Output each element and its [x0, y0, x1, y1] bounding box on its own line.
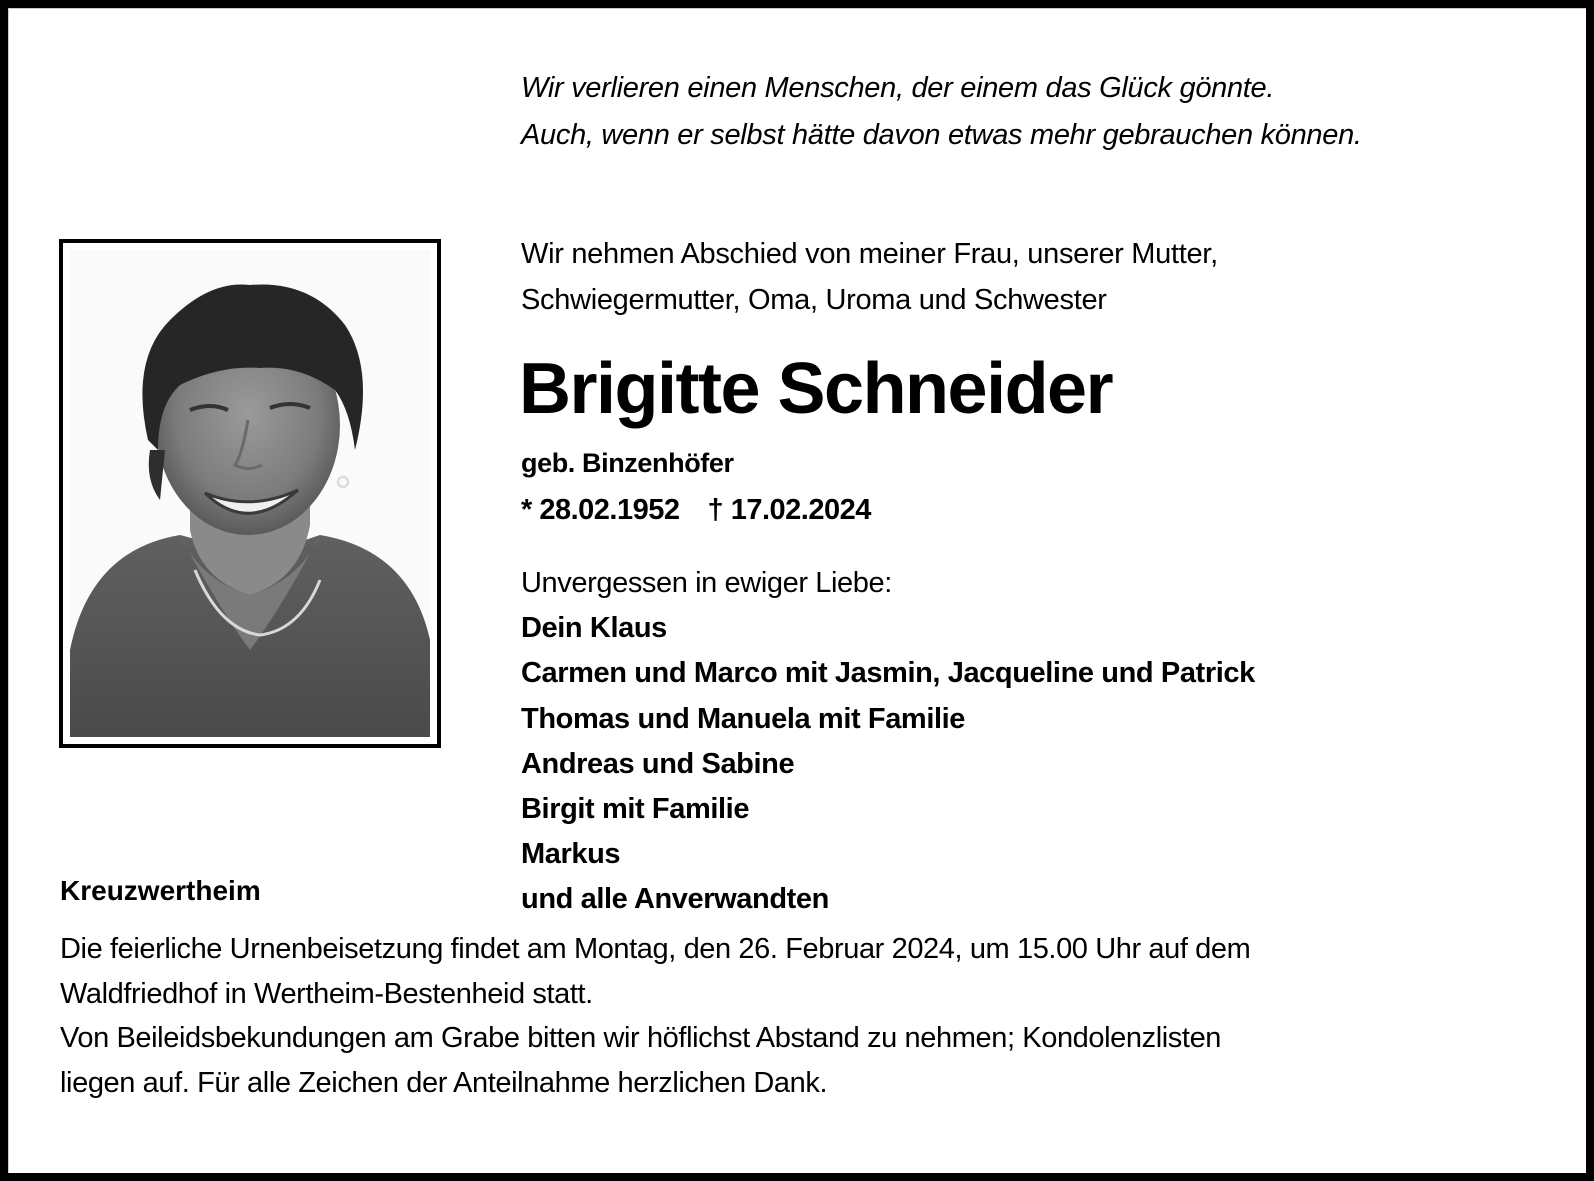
mourner-item: Thomas und Manuela mit Familie	[521, 702, 966, 735]
ceremony-line-1: Die feierliche Urnenbeisetzung findet am Montag, den 26. Februar 2024, um 15.00 Uhr auf dem	[60, 933, 1251, 965]
mourner-item: Markus	[521, 838, 621, 871]
ceremony-line-3: Von Beileidsbekundungen am Grabe bitten wir höflichst Abstand zu nehmen; Kondolenzlisten	[60, 1022, 1222, 1054]
ceremony-line-2: Waldfriedhof in Wertheim-Bestenheid statt.	[60, 977, 593, 1010]
intro-line-2: Schwiegermutter, Oma, Uroma und Schwester	[521, 284, 1107, 316]
portrait-photo	[70, 250, 430, 737]
cross-icon: †	[707, 494, 724, 526]
motto-quote	[521, 65, 1561, 159]
mourner-item: Dein Klaus	[521, 612, 667, 645]
ceremony-notes	[60, 927, 1540, 1105]
birth-star-icon: *	[521, 494, 532, 526]
mourners-lead: Unvergessen in ewiger Liebe:	[521, 567, 892, 599]
portrait-photo-frame	[59, 239, 441, 748]
mourner-item: Birgit mit Familie	[521, 793, 750, 826]
mourner-item: Andreas und Sabine	[521, 747, 795, 780]
motto-line-2: Auch, wenn er selbst hätte davon etwas mehr gebrauchen können.	[521, 119, 1362, 151]
intro-line-1: Wir nehmen Abschied von meiner Frau, unserer Mutter,	[521, 238, 1218, 270]
mourner-item: und alle Anverwandten	[521, 883, 829, 916]
motto-line-1: Wir verlieren einen Menschen, der einem das Glück gönnte.	[521, 72, 1275, 104]
farewell-intro	[521, 231, 1218, 323]
death-date-group	[708, 489, 871, 531]
death-date: 17.02.2024	[730, 494, 871, 526]
deceased-name: Brigitte Schneider	[519, 349, 1113, 429]
location: Kreuzwertheim	[60, 875, 261, 906]
maiden-name: geb. Binzenhöfer	[521, 448, 734, 478]
birth-date-group	[521, 489, 680, 531]
life-dates	[521, 489, 871, 531]
mourners-list	[521, 561, 1255, 923]
obituary-notice	[8, 8, 1586, 1173]
birth-date: 28.02.1952	[539, 494, 680, 526]
ceremony-line-4: liegen auf. Für alle Zeichen der Anteilnahme herzlichen Dank.	[60, 1066, 828, 1099]
mourner-item: Carmen und Marco mit Jasmin, Jacqueline und Patrick	[521, 657, 1255, 690]
